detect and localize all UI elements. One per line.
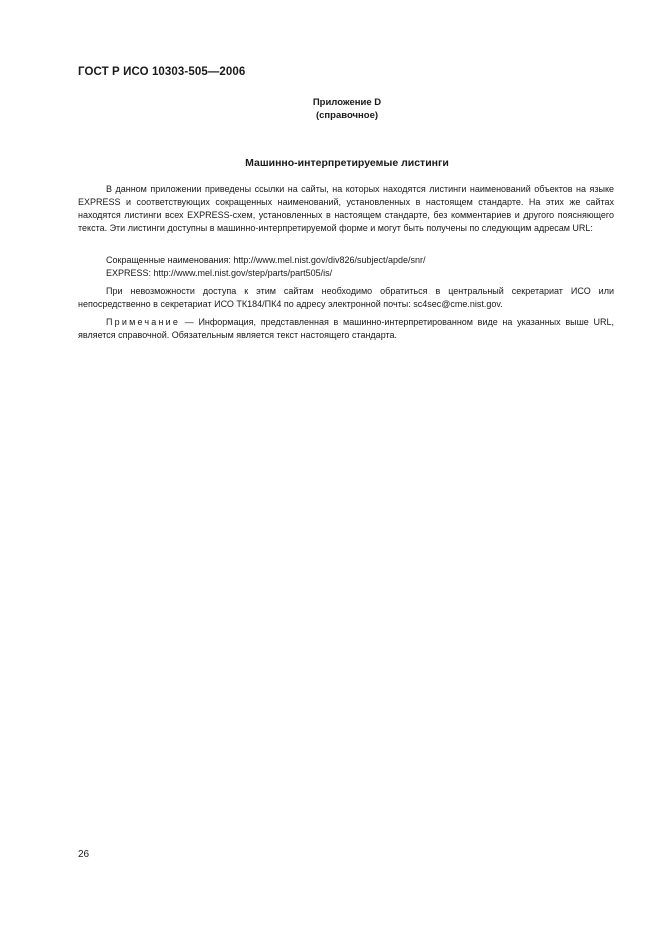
- note-label: Примечание: [106, 317, 181, 327]
- appendix-heading: [0, 96, 661, 122]
- express-url: EXPRESS: http://www.mel.nist.gov/step/parts/part505/is/: [106, 267, 333, 278]
- note-paragraph: [78, 316, 614, 342]
- intro-paragraph: В данном приложении приведены ссылки на сайты, на которых находятся листинги наименований объектов на языке EXPRESS и соответствующих сокращенных наименований, установленных в настоящем стандарте. На этих же сайтах находятся листинги всех EXPRESS-схем, установленных в настоящем стандарте, без комментариев и другого поясняющего текста. Эти листинги доступны в машинно-интерпретируемой форме и могут быть получены по следующим адресам URL:: [78, 184, 614, 233]
- standard-designation: ГОСТ Р ИСО 10303-505—2006: [78, 66, 246, 78]
- appendix-title: Приложение D: [312, 97, 382, 108]
- url-list: [78, 254, 614, 280]
- contact-paragraph: При невозможности доступа к этим сайтам необходимо обратиться в центральный секретариат ИСО или непосредственно в секретариат ИСО ТК184/ПК4 по адресу электронной почты: sc4sec@cme.nist.gov.: [78, 286, 614, 309]
- page-number: 26: [78, 849, 90, 860]
- note-text: — Информация, представленная в машинно-интерпретированном виде на указанных выше URL, является справочной. Обязательным является текст настоящего стандарта.: [78, 317, 614, 340]
- section-title: Машинно-интерпретируемые листинги: [245, 157, 449, 169]
- appendix-type: (справочное): [315, 110, 379, 121]
- short-names-url: Сокращенные наименования: http://www.mel.nist.gov/div826/subject/apde/snr/: [106, 255, 426, 265]
